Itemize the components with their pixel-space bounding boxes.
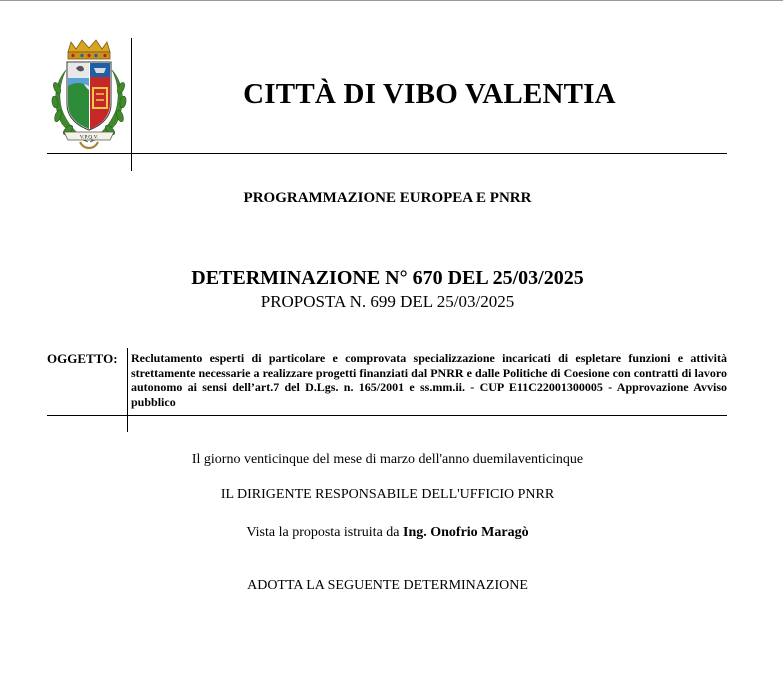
proposal-author: Ing. Onofrio Maragò bbox=[403, 525, 529, 540]
header-horizontal-divider bbox=[47, 153, 727, 154]
city-coat-of-arms bbox=[46, 38, 132, 154]
proposal-prefix: Vista la proposta istruita da bbox=[246, 525, 403, 540]
manager-statement: IL DIRIGENTE RESPONSABILE DELL'UFFICIO PNRR bbox=[220, 487, 555, 502]
determination-title: DETERMINAZIONE N° 670 DEL 25/03/2025 bbox=[191, 267, 584, 289]
ribbon-motto: V.P.Q.V. bbox=[79, 134, 99, 141]
subject-label: OGGETTO: bbox=[47, 351, 118, 366]
subject-horizontal-divider bbox=[47, 415, 727, 416]
ribbon-icon bbox=[64, 132, 114, 141]
crown-icon bbox=[68, 40, 110, 59]
proposal-statement bbox=[0, 525, 775, 541]
shield-icon bbox=[67, 62, 111, 130]
department-title: PROGRAMMAZIONE EUROPEA E PNRR bbox=[243, 190, 532, 206]
adopt-statement: ADOTTA LA SEGUENTE DETERMINAZIONE bbox=[247, 578, 528, 593]
subject-text: Reclutamento esperti di particolare e comprovata specializzazione incaricati di espletare funzioni e attività strettamente necessarie a realizzare progetti finanziati dal PNRR e dalle Politiche di Coesione con contratti di lavoro autonomo ai sensi dell’art.7 del D.Lgs. n. 165/2001 e ss.mm.ii. - CUP E11C22001300005 - Approvazione Avviso pubblico bbox=[131, 351, 727, 409]
page-top-border bbox=[0, 0, 783, 1]
subject-vertical-divider bbox=[127, 348, 128, 432]
city-title: CITTÀ DI VIBO VALENTIA bbox=[243, 78, 616, 110]
determination-proposal: PROPOSTA N. 699 DEL 25/03/2025 bbox=[260, 292, 515, 311]
day-statement: Il giorno venticinque del mese di marzo dell'anno duemilaventicinque bbox=[191, 452, 584, 467]
